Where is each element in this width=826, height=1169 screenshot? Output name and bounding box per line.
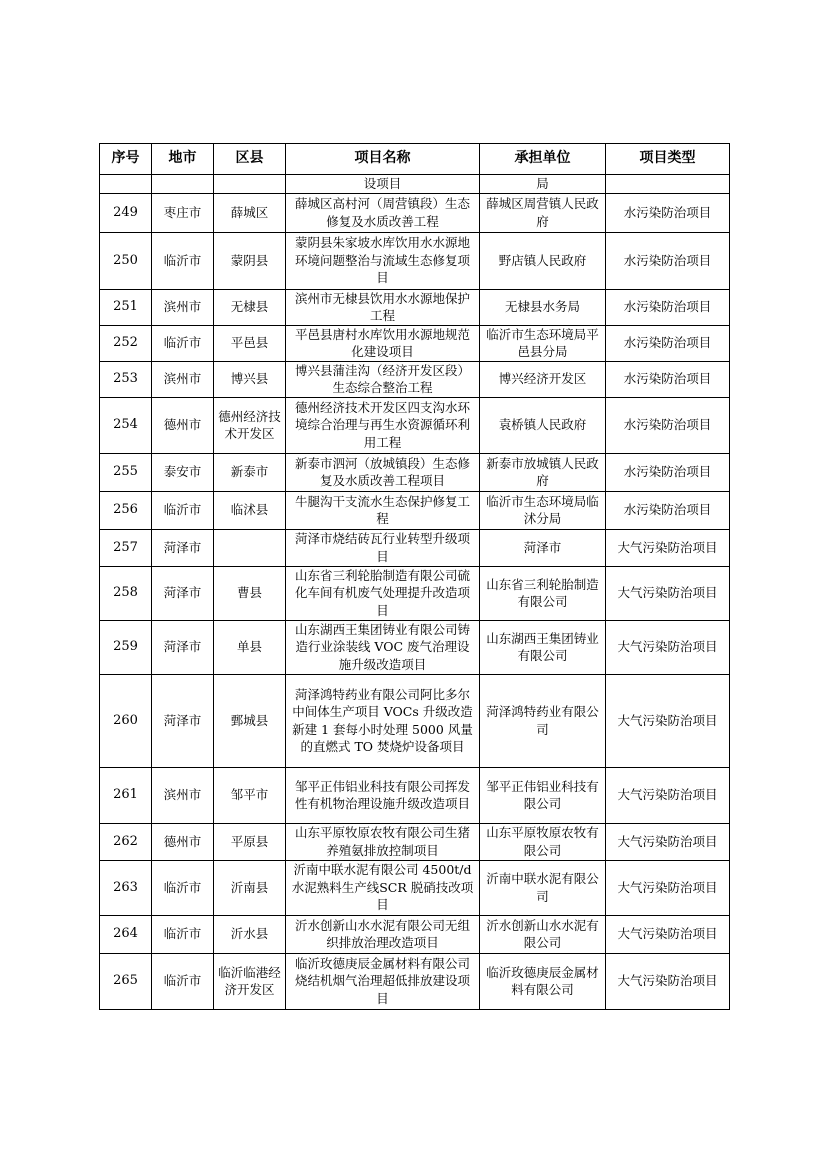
cell-project-name: 沂水创新山水水泥有限公司无组织排放治理改造项目 <box>286 915 480 953</box>
cell-project-name: 德州经济技术开发区四支沟水环境综合治理与再生水资源循环利用工程 <box>286 397 480 453</box>
cell-type: 大气污染防治项目 <box>606 953 730 1009</box>
cell-no <box>100 175 152 194</box>
cell-type <box>606 175 730 194</box>
cell-no: 250 <box>100 232 152 289</box>
cell-city: 临沂市 <box>152 232 214 289</box>
header-county: 区县 <box>214 144 286 175</box>
cell-no: 252 <box>100 325 152 361</box>
header-unit: 承担单位 <box>480 144 606 175</box>
cell-project-name: 邹平正伟铝业科技有限公司挥发性有机物治理设施升级改造项目 <box>286 767 480 823</box>
cell-type: 水污染防治项目 <box>606 491 730 529</box>
document-page <box>99 143 729 1010</box>
cell-no: 259 <box>100 620 152 674</box>
cell-unit: 沂南中联水泥有限公司 <box>480 860 606 915</box>
cell-type: 大气污染防治项目 <box>606 529 730 566</box>
cell-city: 菏泽市 <box>152 529 214 566</box>
cell-city: 菏泽市 <box>152 566 214 620</box>
cell-county: 新泰市 <box>214 453 286 491</box>
cell-no: 255 <box>100 453 152 491</box>
cell-city: 临沂市 <box>152 915 214 953</box>
cell-county: 平邑县 <box>214 325 286 361</box>
cell-county: 博兴县 <box>214 361 286 397</box>
cell-no: 264 <box>100 915 152 953</box>
cell-city: 滨州市 <box>152 361 214 397</box>
cell-type: 水污染防治项目 <box>606 453 730 491</box>
cell-unit: 山东湖西王集团铸业有限公司 <box>480 620 606 674</box>
cell-unit: 无棣县水务局 <box>480 289 606 325</box>
table-row <box>100 823 730 860</box>
cell-project-name: 菏泽鸿特药业有限公司阿比多尔中间体生产项目 VOCs 升级改造新建 1 套每小时处理 5000 风量的直燃式 TO 焚烧炉设备项目 <box>286 674 480 767</box>
cell-city: 滨州市 <box>152 289 214 325</box>
cell-unit: 临沂市生态环境局临沭分局 <box>480 491 606 529</box>
cell-unit: 袁桥镇人民政府 <box>480 397 606 453</box>
cell-city: 菏泽市 <box>152 620 214 674</box>
cell-no: 257 <box>100 529 152 566</box>
cell-city: 滨州市 <box>152 767 214 823</box>
cell-type: 大气污染防治项目 <box>606 620 730 674</box>
cell-project-name: 山东省三利轮胎制造有限公司硫化车间有机废气处理提升改造项目 <box>286 566 480 620</box>
cell-project-name: 新泰市泗河（放城镇段）生态修复及水质改善工程项目 <box>286 453 480 491</box>
cell-unit: 山东平原牧原农牧有限公司 <box>480 823 606 860</box>
cell-project-name: 山东湖西王集团铸业有限公司铸造行业涂装线 VOC 废气治理设施升级改造项目 <box>286 620 480 674</box>
cell-city: 德州市 <box>152 397 214 453</box>
cell-county: 邹平市 <box>214 767 286 823</box>
cell-type: 大气污染防治项目 <box>606 566 730 620</box>
table-row <box>100 397 730 453</box>
cell-project-name: 薛城区高村河（周营镇段）生态修复及水质改善工程 <box>286 193 480 232</box>
table-row <box>100 289 730 325</box>
cell-unit: 新泰市放城镇人民政府 <box>480 453 606 491</box>
cell-unit: 野店镇人民政府 <box>480 232 606 289</box>
cell-city <box>152 175 214 194</box>
cell-unit: 菏泽市 <box>480 529 606 566</box>
cell-unit: 临沂玫德庚辰金属材料有限公司 <box>480 953 606 1009</box>
cell-project-name: 山东平原牧原农牧有限公司生猪养殖氨排放控制项目 <box>286 823 480 860</box>
table-row <box>100 491 730 529</box>
cell-unit: 临沂市生态环境局平邑县分局 <box>480 325 606 361</box>
cell-type: 水污染防治项目 <box>606 232 730 289</box>
table-row <box>100 193 730 232</box>
cell-county: 单县 <box>214 620 286 674</box>
cell-city: 临沂市 <box>152 860 214 915</box>
cell-no: 265 <box>100 953 152 1009</box>
cell-type: 水污染防治项目 <box>606 289 730 325</box>
cell-type: 大气污染防治项目 <box>606 767 730 823</box>
cell-city: 临沂市 <box>152 325 214 361</box>
cell-county: 鄄城县 <box>214 674 286 767</box>
cell-type: 大气污染防治项目 <box>606 674 730 767</box>
cell-county: 无棣县 <box>214 289 286 325</box>
cell-unit: 博兴经济开发区 <box>480 361 606 397</box>
table-row <box>100 566 730 620</box>
cell-project-name: 设项目 <box>286 175 480 194</box>
cell-city: 泰安市 <box>152 453 214 491</box>
cell-city: 临沂市 <box>152 953 214 1009</box>
cell-unit: 薛城区周营镇人民政府 <box>480 193 606 232</box>
cell-city: 菏泽市 <box>152 674 214 767</box>
cell-no: 263 <box>100 860 152 915</box>
cell-type: 水污染防治项目 <box>606 397 730 453</box>
cell-type: 水污染防治项目 <box>606 361 730 397</box>
table-row <box>100 175 730 194</box>
cell-county: 曹县 <box>214 566 286 620</box>
cell-unit: 沂水创新山水水泥有限公司 <box>480 915 606 953</box>
cell-no: 249 <box>100 193 152 232</box>
cell-unit: 菏泽鸿特药业有限公司 <box>480 674 606 767</box>
cell-county <box>214 175 286 194</box>
cell-project-name: 滨州市无棣县饮用水水源地保护工程 <box>286 289 480 325</box>
table-row <box>100 674 730 767</box>
table-row <box>100 453 730 491</box>
cell-project-name: 平邑县唐村水库饮用水源地规范化建设项目 <box>286 325 480 361</box>
table-row <box>100 767 730 823</box>
table-row <box>100 529 730 566</box>
header-project-name: 项目名称 <box>286 144 480 175</box>
table-row <box>100 860 730 915</box>
cell-unit: 邹平正伟铝业科技有限公司 <box>480 767 606 823</box>
cell-no: 254 <box>100 397 152 453</box>
cell-type: 水污染防治项目 <box>606 193 730 232</box>
cell-no: 262 <box>100 823 152 860</box>
cell-city: 德州市 <box>152 823 214 860</box>
header-no: 序号 <box>100 144 152 175</box>
table-row <box>100 915 730 953</box>
cell-city: 临沂市 <box>152 491 214 529</box>
cell-unit: 山东省三利轮胎制造有限公司 <box>480 566 606 620</box>
cell-no: 261 <box>100 767 152 823</box>
table-body <box>100 175 730 1010</box>
cell-project-name: 牛腿沟干支流水生态保护修复工程 <box>286 491 480 529</box>
cell-no: 253 <box>100 361 152 397</box>
cell-no: 256 <box>100 491 152 529</box>
cell-project-name: 沂南中联水泥有限公司 4500t/d 水泥熟料生产线SCR 脱硝技改项目 <box>286 860 480 915</box>
project-table <box>99 143 730 1010</box>
cell-county: 沂水县 <box>214 915 286 953</box>
cell-type: 水污染防治项目 <box>606 325 730 361</box>
cell-project-name: 临沂玫德庚辰金属材料有限公司烧结机烟气治理超低排放建设项目 <box>286 953 480 1009</box>
table-row <box>100 232 730 289</box>
cell-type: 大气污染防治项目 <box>606 823 730 860</box>
cell-county: 平原县 <box>214 823 286 860</box>
cell-city: 枣庄市 <box>152 193 214 232</box>
cell-project-name: 博兴县蒲洼沟（经济开发区段）生态综合整治工程 <box>286 361 480 397</box>
cell-project-name: 蒙阴县朱家坡水库饮用水水源地环境问题整治与流域生态修复项目 <box>286 232 480 289</box>
cell-project-name: 菏泽市烧结砖瓦行业转型升级项目 <box>286 529 480 566</box>
table-header-row <box>100 144 730 175</box>
cell-type: 大气污染防治项目 <box>606 860 730 915</box>
table-row <box>100 620 730 674</box>
header-city: 地市 <box>152 144 214 175</box>
cell-county: 薛城区 <box>214 193 286 232</box>
cell-county: 蒙阴县 <box>214 232 286 289</box>
header-type: 项目类型 <box>606 144 730 175</box>
table-row <box>100 953 730 1009</box>
cell-county: 沂南县 <box>214 860 286 915</box>
table-row <box>100 361 730 397</box>
cell-no: 260 <box>100 674 152 767</box>
cell-unit: 局 <box>480 175 606 194</box>
cell-county: 临沂临港经济开发区 <box>214 953 286 1009</box>
cell-no: 258 <box>100 566 152 620</box>
cell-type: 大气污染防治项目 <box>606 915 730 953</box>
cell-no: 251 <box>100 289 152 325</box>
cell-county: 德州经济技术开发区 <box>214 397 286 453</box>
cell-county: 临沭县 <box>214 491 286 529</box>
table-row <box>100 325 730 361</box>
cell-county <box>214 529 286 566</box>
